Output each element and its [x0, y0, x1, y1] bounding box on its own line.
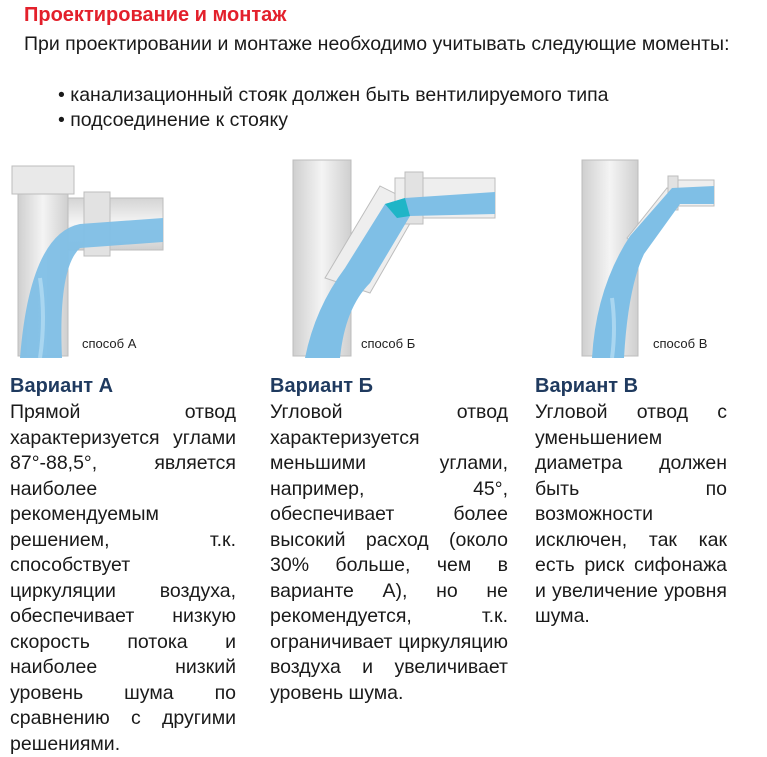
intro-text: При проектировании и монтаже необходимо учитывать следующие моменты: [24, 33, 730, 55]
figure-method-c [572, 158, 767, 358]
variant-description: Угловой отвод с уменьшением диаметра должен быть по возможности исключен, так как есть риск сифонажа и увеличение уровня шума. [535, 401, 727, 627]
variant-description: Прямой отвод характеризуется углами 87°-88,5°, является наиболее рекомендуемым решением, т.к. способствует циркуляции воздуха, обеспечивает низкую скорость потока и наиболее низкий уровень шума по сравнению с другими решениями. [10, 401, 236, 755]
figure-caption: способ В [653, 336, 708, 351]
variant-heading: Вариант В [535, 375, 639, 397]
variant-heading: Вариант Б [270, 375, 374, 397]
variant-c [535, 375, 727, 630]
figure-method-a [10, 158, 225, 358]
figure-caption: способ Б [361, 336, 416, 351]
bullet-list [58, 83, 609, 133]
figure-method-b [285, 158, 500, 358]
pipe-illustration-a [10, 158, 225, 358]
variant-heading: Вариант А [10, 375, 114, 397]
bullet-item: • канализационный стояк должен быть вентилируемого типа [58, 83, 609, 108]
pipe-illustration-b [285, 158, 500, 358]
variant-a [10, 375, 236, 757]
figure-caption: способ А [82, 336, 137, 351]
bullet-item: • подсоединение к стояку [58, 108, 609, 133]
page-title: Проектирование и монтаж [24, 4, 287, 26]
pipe-illustration-c [572, 158, 762, 358]
variant-description: Угловой отвод характеризуется меньшими углами, например, 45°, обеспечивает более высокий расход (около 30% больше, чем в варианте А), но не рекомендуется, т.к. ограничивает циркуляцию воздуха и увеличивает уровень шума. [270, 401, 508, 704]
variant-b [270, 375, 508, 706]
